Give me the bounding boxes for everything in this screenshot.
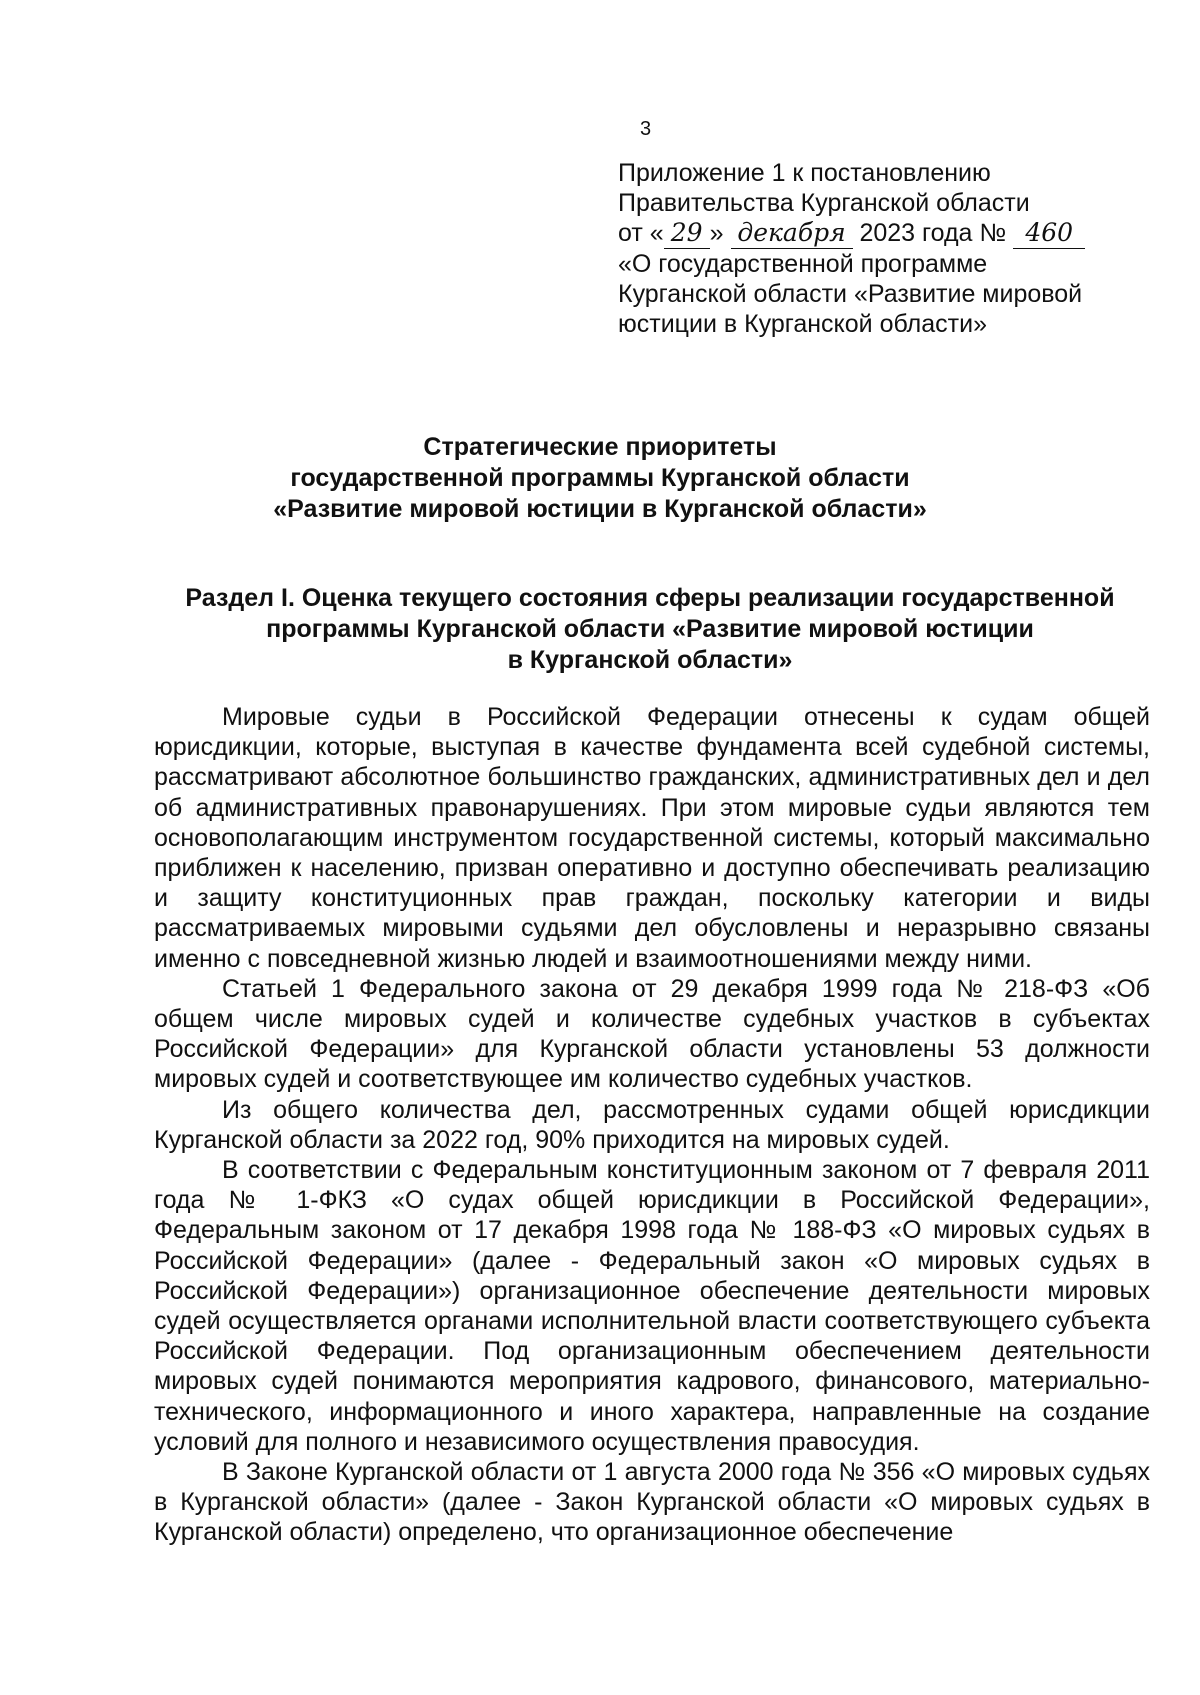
paragraph-1: Мировые судьи в Российской Федерации отнесены к судам общей юрисдикции, которые, выступая в качестве фундамента всей судебной системы, рассматривают абсолютное большинство гражданских, административных дел и дел об административных правонарушениях. При этом мировые судьи являются тем основополагающим инструментом государственной системы, который максимально приближен к населению, призван оперативно и доступно обеспечивать реализацию и защиту конституционных прав граждан, поскольку категории и виды рассматриваемых мировыми судьями дел обусловлены и неразрывно связаны именно с повседневной жизнью людей и взаимоотношениями между ними. <box>154 703 1150 973</box>
paragraph-2: Статьей 1 Федерального закона от 29 декабря 1999 года № 218-ФЗ «Об общем числе мировых судей и количестве судебных участков в субъектах Российской Федерации» для Курганской области установлены 53 должности мировых судей и соответствующее им количество судебных участков. <box>154 974 1150 1094</box>
paragraph-3: Из общего количества дел, рассмотренных судами общей юрисдикции Курганской области за 2022 год, 90% приходится на мировых судей. <box>154 1095 1150 1154</box>
section-heading <box>150 583 1150 676</box>
title-line-1: Стратегические приоритеты <box>423 433 777 461</box>
page-number: 3 <box>640 118 652 140</box>
section-line-2: программы Курганской области «Развитие мировой юстиции <box>266 615 1034 643</box>
handwritten-month: декабря <box>731 218 853 249</box>
body-text <box>154 702 1150 1548</box>
appendix-line-1: Приложение 1 к постановлению <box>618 159 991 187</box>
section-line-3: в Курганской области» <box>507 646 793 674</box>
date-year: 2023 года № <box>859 219 1007 247</box>
date-mid: » <box>709 219 724 247</box>
paragraph-5: В Законе Курганской области от 1 августа 2000 года № 356 «О мировых судьях в Курганской области» (далее - Закон Курганской области «О мировых судьях в Курганской области) определено, что организационное обеспечение <box>154 1458 1150 1547</box>
section-line-1: Раздел I. Оценка текущего состояния сферы реализации государственной <box>185 584 1115 612</box>
appendix-line-2: Правительства Курганской области <box>618 189 1030 217</box>
appendix-block <box>618 158 1178 339</box>
document-title <box>0 432 1200 525</box>
handwritten-day: 29 <box>664 218 710 249</box>
appendix-line-5: Курганской области «Развитие мировой <box>618 280 1083 308</box>
title-line-2: государственной программы Курганской области <box>290 464 910 492</box>
appendix-line-4: «О государственной программе <box>618 250 988 278</box>
appendix-date-line <box>618 218 1178 249</box>
appendix-line-6: юстиции в Курганской области» <box>618 310 987 338</box>
paragraph-4: В соответствии с Федеральным конституционным законом от 7 февраля 2011 года № 1-ФКЗ «О судах общей юрисдикции в Российской Федерации», Федеральным законом от 17 декабря 1998 года № 188-ФЗ «О мировых судьях в Российской Федерации» (далее - Федеральный закон «О мировых судьях в Российской Федерации») организационное обеспечение деятельности мировых судей осуществляется органами исполнительной власти соответствующего субъекта Российской Федерации. Под организационным обеспечением деятельности мировых судей понимаются мероприятия кадрового, финансового, материально-технического, информационного и иного характера, направленные на создание условий для полного и независимого осуществления правосудия. <box>154 1156 1150 1456</box>
title-line-3: «Развитие мировой юстиции в Курганской области» <box>273 495 927 523</box>
handwritten-doc-number: 460 <box>1013 218 1085 249</box>
date-prefix: от « <box>618 219 664 247</box>
